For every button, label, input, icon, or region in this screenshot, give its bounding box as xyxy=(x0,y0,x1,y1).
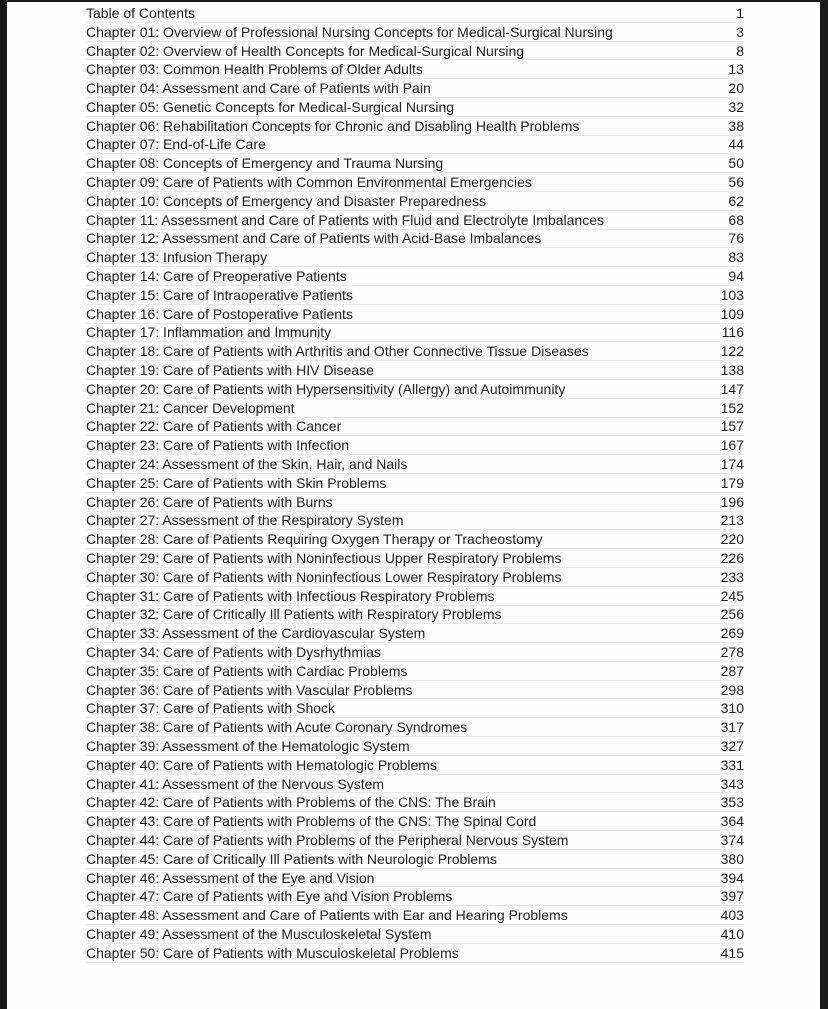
toc-row xyxy=(86,305,744,324)
toc-entry-label: Chapter 04: Assessment and Care of Patients with Pain xyxy=(86,80,431,97)
toc-entry-label: Chapter 21: Cancer Development xyxy=(86,399,295,416)
toc-entry-label: Chapter 24: Assessment of the Skin, Hair, and Nails xyxy=(86,456,408,473)
toc-entry-label: Chapter 30: Care of Patients with Noninfectious Lower Respiratory Problems xyxy=(86,568,562,585)
toc-entry-label: Chapter 31: Care of Patients with Infectious Respiratory Problems xyxy=(86,587,495,604)
toc-entry-label: Chapter 29: Care of Patients with Noninfectious Upper Respiratory Problems xyxy=(86,550,562,567)
toc-entry-page: 269 xyxy=(720,625,744,642)
toc-entry-label: Chapter 20: Care of Patients with Hypersensitivity (Allergy) and Autoimmunity xyxy=(86,380,566,397)
toc-row xyxy=(86,493,744,512)
toc-entry-label: Chapter 25: Care of Patients with Skin Problems xyxy=(86,474,387,491)
toc-entry-label: Chapter 48: Assessment and Care of Patients with Ear and Hearing Problems xyxy=(86,907,568,924)
toc-row xyxy=(86,812,744,831)
toc-entry-page: 8 xyxy=(736,42,744,59)
toc-row xyxy=(86,831,744,850)
toc-row xyxy=(86,324,744,343)
toc-row xyxy=(86,587,744,606)
toc-entry-label: Chapter 26: Care of Patients with Burns xyxy=(86,493,333,510)
toc-list xyxy=(7,2,820,963)
toc-row xyxy=(86,42,744,61)
toc-entry-label: Chapter 33: Assessment of the Cardiovascular System xyxy=(86,625,426,642)
toc-entry-page: 13 xyxy=(728,61,744,78)
toc-row xyxy=(86,944,744,963)
toc-entry-page: 287 xyxy=(720,662,744,679)
toc-entry-page: 256 xyxy=(720,606,744,623)
toc-entry-page: 245 xyxy=(720,587,744,604)
toc-entry-label: Chapter 43: Care of Patients with Problems of the CNS: The Spinal Cord xyxy=(86,813,537,830)
toc-entry-page: 233 xyxy=(720,568,744,585)
toc-row xyxy=(86,681,744,700)
toc-row xyxy=(86,455,744,474)
toc-row xyxy=(86,79,744,98)
toc-entry-label: Chapter 23: Care of Patients with Infection xyxy=(86,437,350,454)
toc-entry-label: Chapter 06: Rehabilitation Concepts for Chronic and Disabling Health Problems xyxy=(86,117,580,134)
toc-row xyxy=(86,925,744,944)
toc-row xyxy=(86,117,744,136)
toc-entry-label: Chapter 39: Assessment of the Hematologic System xyxy=(86,737,410,754)
toc-row xyxy=(86,643,744,662)
toc-entry-label: Chapter 34: Care of Patients with Dysrhythmias xyxy=(86,644,381,660)
toc-entry-page: 226 xyxy=(720,550,744,567)
toc-row xyxy=(86,793,744,812)
toc-entry-page: 278 xyxy=(720,644,744,660)
toc-entry-label: Chapter 17: Inflammation and Immunity xyxy=(86,324,332,341)
toc-entry-page: 147 xyxy=(720,380,744,397)
toc-entry-page: 374 xyxy=(720,831,744,848)
toc-entry-label: Chapter 22: Care of Patients with Cancer xyxy=(86,418,342,435)
toc-entry-page: 213 xyxy=(720,512,744,529)
toc-entry-label: Chapter 07: End-of-Life Care xyxy=(86,136,266,153)
toc-entry-page: 310 xyxy=(720,700,744,717)
toc-row xyxy=(86,173,744,192)
toc-row xyxy=(86,474,744,493)
toc-entry-label: Chapter 15: Care of Intraoperative Patients xyxy=(86,286,353,303)
toc-entry-label: Chapter 47: Care of Patients with Eye and Vision Problems xyxy=(86,888,453,905)
toc-entry-page: 415 xyxy=(720,944,744,961)
toc-row xyxy=(86,718,744,737)
toc-row xyxy=(86,248,744,267)
toc-entry-page: 167 xyxy=(720,437,744,454)
toc-entry-label: Chapter 35: Care of Patients with Cardiac Problems xyxy=(86,662,408,679)
toc-entry-label: Chapter 16: Care of Postoperative Patients xyxy=(86,305,353,322)
toc-row xyxy=(86,436,744,455)
toc-entry-page: 1 xyxy=(736,4,744,21)
toc-entry-page: 327 xyxy=(720,737,744,754)
toc-row xyxy=(86,342,744,361)
toc-entry-label: Chapter 44: Care of Patients with Problems of the Peripheral Nervous System xyxy=(86,831,569,848)
toc-entry-page: 20 xyxy=(728,80,744,97)
toc-row xyxy=(86,887,744,906)
toc-entry-page: 138 xyxy=(720,362,744,379)
toc-entry-label: Chapter 02: Overview of Health Concepts for Medical-Surgical Nursing xyxy=(86,42,525,59)
toc-entry-label: Chapter 32: Care of Critically Ill Patients with Respiratory Problems xyxy=(86,606,502,623)
toc-entry-page: 122 xyxy=(720,343,744,360)
toc-entry-label: Chapter 38: Care of Patients with Acute Coronary Syndromes xyxy=(86,719,468,736)
toc-entry-page: 410 xyxy=(720,925,744,942)
toc-entry-label: Chapter 14: Care of Preoperative Patients xyxy=(86,268,347,285)
toc-entry-label: Chapter 13: Infusion Therapy xyxy=(86,249,268,266)
toc-entry-label: Chapter 28: Care of Patients Requiring Oxygen Therapy or Tracheostomy xyxy=(86,531,543,548)
toc-entry-page: 343 xyxy=(720,775,744,792)
toc-entry-label: Chapter 36: Care of Patients with Vascular Problems xyxy=(86,681,413,698)
toc-entry-label: Chapter 42: Care of Patients with Problems of the CNS: The Brain xyxy=(86,794,496,811)
toc-row xyxy=(86,662,744,681)
toc-entry-label: Chapter 18: Care of Patients with Arthritis and Other Connective Tissue Diseases xyxy=(86,343,589,360)
toc-row xyxy=(86,267,744,286)
toc-entry-page: 32 xyxy=(728,98,744,115)
toc-row xyxy=(86,906,744,925)
toc-row xyxy=(86,530,744,549)
toc-entry-page: 298 xyxy=(720,681,744,698)
toc-row xyxy=(86,361,744,380)
toc-entry-page: 62 xyxy=(728,192,744,209)
toc-row xyxy=(86,399,744,418)
toc-entry-label: Chapter 01: Overview of Professional Nursing Concepts for Medical-Surgical Nursing xyxy=(86,23,613,40)
toc-entry-page: 83 xyxy=(728,249,744,266)
toc-row xyxy=(86,568,744,587)
toc-entry-page: 397 xyxy=(720,888,744,905)
toc-row xyxy=(86,549,744,568)
toc-entry-label: Chapter 12: Assessment and Care of Patients with Acid-Base Imbalances xyxy=(86,230,542,247)
toc-entry-page: 38 xyxy=(728,117,744,134)
toc-entry-label: Table of Contents xyxy=(86,4,195,21)
toc-entry-label: Chapter 10: Concepts of Emergency and Disaster Preparedness xyxy=(86,192,486,209)
toc-row xyxy=(86,211,744,230)
toc-row xyxy=(86,192,744,211)
toc-entry-page: 76 xyxy=(728,230,744,247)
toc-entry-page: 68 xyxy=(728,211,744,228)
toc-entry-label: Chapter 40: Care of Patients with Hematologic Problems xyxy=(86,756,437,773)
toc-entry-page: 394 xyxy=(720,869,744,886)
toc-row xyxy=(86,775,744,794)
toc-entry-page: 50 xyxy=(728,155,744,172)
toc-entry-page: 353 xyxy=(720,794,744,811)
toc-row xyxy=(86,418,744,437)
toc-row xyxy=(86,286,744,305)
toc-row xyxy=(86,380,744,399)
toc-row xyxy=(86,869,744,888)
toc-row xyxy=(86,512,744,531)
toc-entry-label: Chapter 41: Assessment of the Nervous System xyxy=(86,775,385,792)
toc-entry-page: 152 xyxy=(720,399,744,416)
toc-entry-page: 317 xyxy=(720,719,744,736)
toc-row xyxy=(86,60,744,79)
toc-entry-page: 44 xyxy=(728,136,744,153)
toc-entry-page: 196 xyxy=(720,493,744,510)
toc-entry-label: Chapter 45: Care of Critically Ill Patients with Neurologic Problems xyxy=(86,850,497,867)
toc-row xyxy=(86,154,744,173)
toc-row xyxy=(86,4,744,23)
toc-entry-label: Chapter 03: Common Health Problems of Older Adults xyxy=(86,61,423,78)
toc-row xyxy=(86,98,744,117)
toc-entry-label: Chapter 09: Care of Patients with Common Environmental Emergencies xyxy=(86,174,532,191)
toc-entry-label: Chapter 37: Care of Patients with Shock xyxy=(86,700,336,717)
toc-entry-label: Chapter 08: Concepts of Emergency and Trauma Nursing xyxy=(86,155,444,172)
toc-row xyxy=(86,230,744,249)
toc-entry-page: 179 xyxy=(720,474,744,491)
toc-entry-label: Chapter 11: Assessment and Care of Patients with Fluid and Electrolyte Imbalances xyxy=(86,211,605,228)
toc-entry-label: Chapter 05: Genetic Concepts for Medical-Surgical Nursing xyxy=(86,98,455,115)
toc-page xyxy=(7,2,820,1009)
toc-entry-page: 109 xyxy=(720,305,744,322)
toc-row xyxy=(86,136,744,155)
toc-entry-page: 380 xyxy=(720,850,744,867)
toc-entry-page: 116 xyxy=(721,324,744,341)
toc-entry-page: 220 xyxy=(720,531,744,548)
toc-entry-page: 3 xyxy=(736,23,744,40)
toc-row xyxy=(86,756,744,775)
toc-entry-label: Chapter 19: Care of Patients with HIV Disease xyxy=(86,362,374,379)
toc-entry-page: 103 xyxy=(720,286,744,303)
toc-entry-page: 94 xyxy=(728,268,744,285)
toc-entry-label: Chapter 49: Assessment of the Musculoskeletal System xyxy=(86,925,432,942)
toc-entry-page: 364 xyxy=(720,813,744,830)
toc-entry-page: 157 xyxy=(720,418,744,435)
toc-entry-page: 403 xyxy=(720,907,744,924)
toc-entry-page: 56 xyxy=(728,174,744,191)
toc-entry-label: Chapter 46: Assessment of the Eye and Vision xyxy=(86,869,375,886)
toc-entry-label: Chapter 50: Care of Patients with Musculoskeletal Problems xyxy=(86,944,459,961)
toc-row xyxy=(86,624,744,643)
toc-row xyxy=(86,699,744,718)
toc-row xyxy=(86,737,744,756)
toc-row xyxy=(86,23,744,42)
toc-row xyxy=(86,850,744,869)
toc-entry-page: 174 xyxy=(720,456,744,473)
toc-entry-label: Chapter 27: Assessment of the Respiratory System xyxy=(86,512,404,529)
toc-row xyxy=(86,606,744,625)
toc-entry-page: 331 xyxy=(720,756,744,773)
